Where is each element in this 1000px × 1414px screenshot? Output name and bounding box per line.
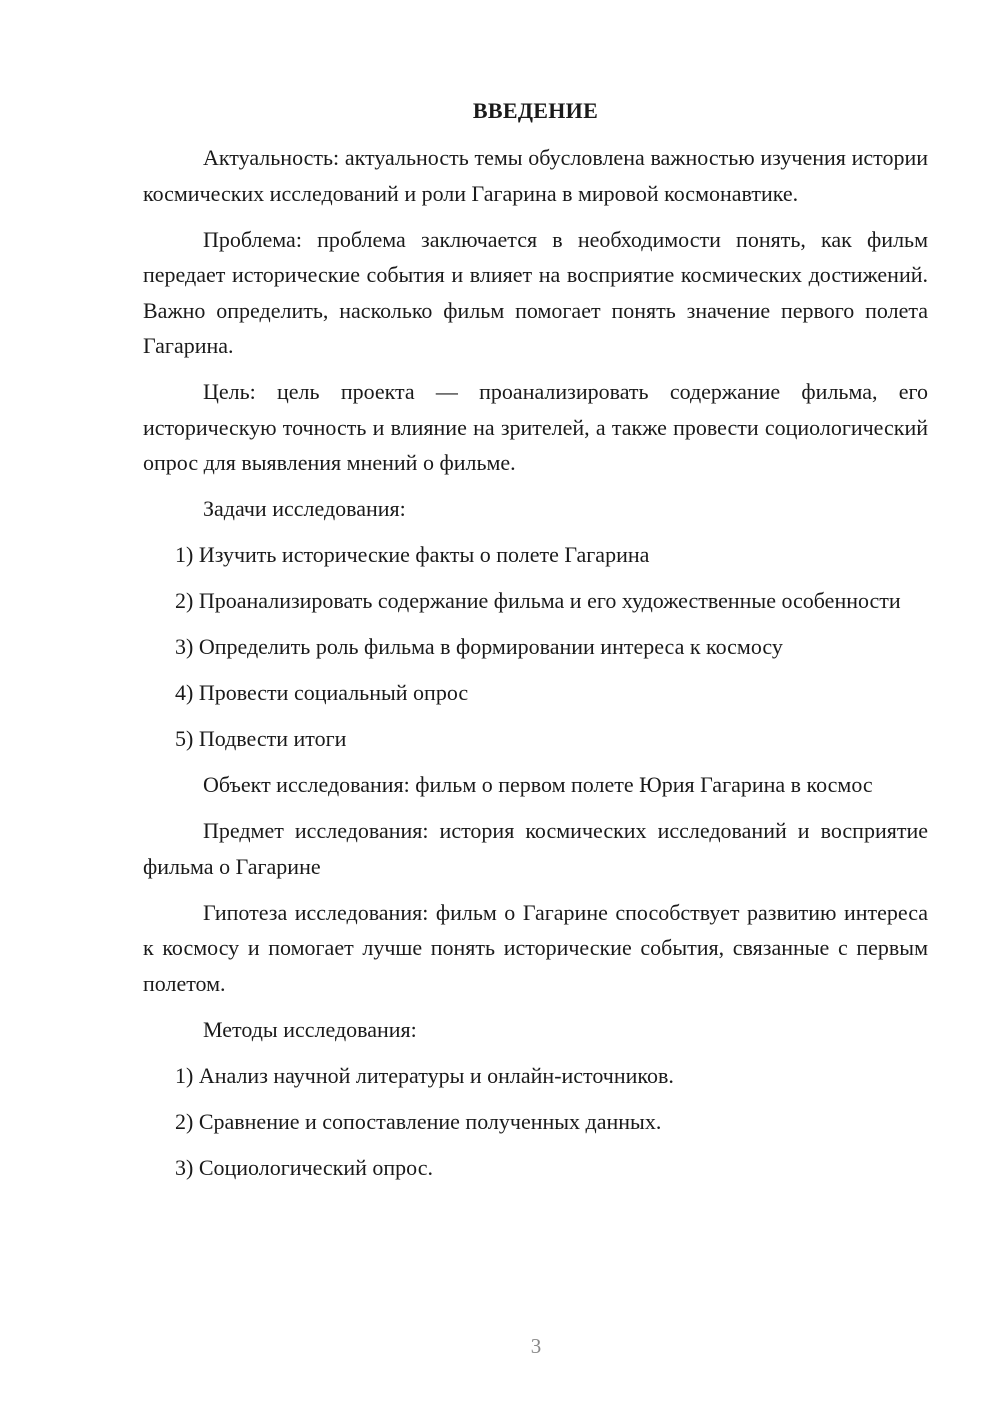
subject-paragraph: Предмет исследования: история космических исследований и восприятие фильма о Гагарине xyxy=(143,818,928,879)
task-item: 2) Проанализировать содержание фильма и его художественные особенности xyxy=(175,588,901,613)
goal-paragraph: Цель: цель проекта — проанализировать содержание фильма, его историческую точность и влияние на зрителей, а также провести социологический опрос для выявления мнений о фильме. xyxy=(143,379,928,475)
task-item: 5) Подвести итоги xyxy=(175,726,347,751)
page-body xyxy=(143,140,928,1196)
task-item: 4) Провести социальный опрос xyxy=(175,680,469,705)
hypothesis-paragraph: Гипотеза исследования: фильм о Гагарине способствует развитию интереса к космосу и помогает лучше понять исторические события, связанные с первым полетом. xyxy=(143,899,928,996)
page-number: 3 xyxy=(530,1334,542,1358)
methods-title: Методы исследования: xyxy=(203,1016,417,1042)
method-item: 3) Социологический опрос. xyxy=(175,1154,433,1180)
method-item: 2) Сравнение и сопоставление полученных данных. xyxy=(175,1108,662,1134)
task-item: 1) Изучить исторические факты о полете Гагарина xyxy=(175,542,650,567)
method-item: 1) Анализ научной литературы и онлайн-источников. xyxy=(175,1062,674,1088)
tasks-title: Задачи исследования: xyxy=(203,496,406,521)
problem-paragraph: Проблема: проблема заключается в необходимости понять, как фильм передает исторические события и влияет на восприятие космических достижений. Важно определить, насколько фильм помогает понять значение первого полета Гагарина. xyxy=(143,226,928,358)
relevance-paragraph: Актуальность: актуальность темы обусловлена важностью изучения истории космических исследований и роли Гагарина в мировой космонавтике. xyxy=(143,145,928,206)
task-item: 3) Определить роль фильма в формировании интереса к космосу xyxy=(175,634,783,659)
object-paragraph: Объект исследования: фильм о первом полете Юрия Гагарина в космос xyxy=(203,772,873,797)
section-heading: ВВЕДЕНИЕ xyxy=(472,98,599,123)
